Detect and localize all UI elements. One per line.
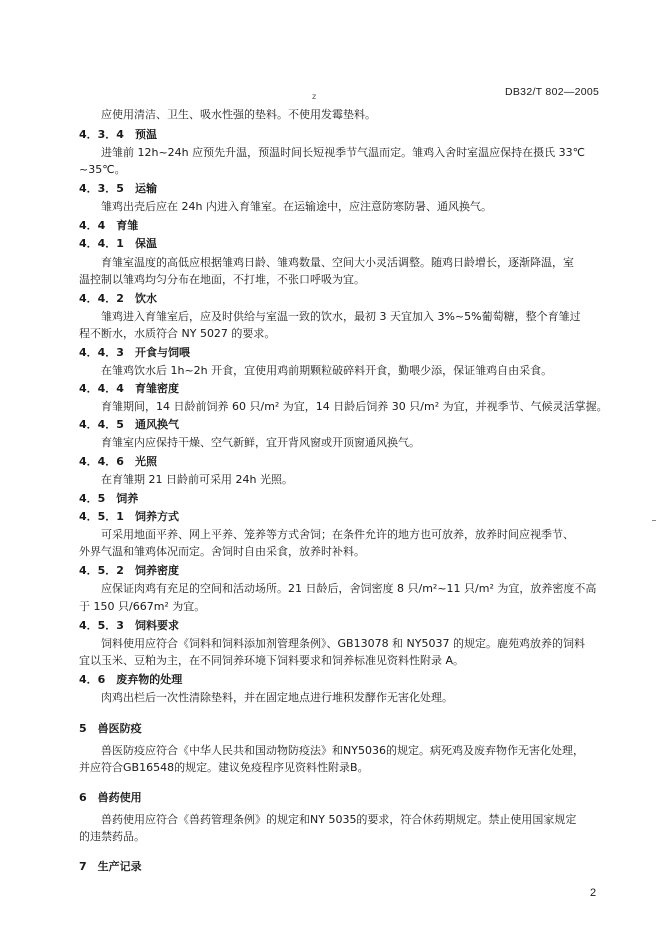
paragraph-line: 应保证肉鸡有充足的空间和活动场所。21 日龄后，舍饲密度 8 只/m²~11 只/m² 为宜，放养密度不高 — [101, 582, 597, 595]
clause-heading-4-5-2: 4．5．2 饲养密度 — [79, 564, 179, 577]
page-number: 2 — [590, 887, 597, 899]
scan-edge-mark — [652, 520, 656, 521]
clause-heading-4-4: 4．4 育雏 — [79, 219, 139, 232]
paragraph-line: 雏鸡出壳后应在 24h 内进入育雏室。在运输途中，应注意防寒防暑、通风换气。 — [101, 200, 492, 213]
paragraph-line: 育雏期间，14 日龄前饲养 60 只/m² 为宜，14 日龄后饲养 30 只/m² 为宜，并视季节、气候灵活掌握。 — [101, 400, 608, 413]
clause-heading-4-5-1: 4．5．1 饲养方式 — [79, 510, 179, 523]
clause-heading-4-5-3: 4．5．3 饲料要求 — [79, 619, 179, 632]
paragraph-line: 饲料使用应符合《饲料和饲料添加剂管理条例》、GB13078 和 NY5037 的规定。鹿苑鸡放养的饲料 — [101, 637, 585, 650]
paragraph-line: 的违禁药品。 — [79, 830, 145, 843]
paragraph-line: 可采用地面平养、网上平养、笼养等方式舍饲；在条件允许的地方也可放养，放养时间应视季节、 — [101, 528, 574, 541]
clause-heading-4-4-3: 4．4．3 开食与饲喂 — [79, 346, 190, 359]
clause-heading-4-6: 4．6 废弃物的处理 — [79, 673, 183, 686]
paragraph-line: 肉鸡出栏后一次性清除垫料，并在固定地点进行堆积发酵作无害化处理。 — [101, 691, 453, 704]
paragraph-line: 进雏前 12h~24h 应预先升温，预温时间长短视季节气温而定。雏鸡入舍时室温应保持在摄氏 33℃ — [101, 146, 585, 159]
paragraph-line: 并应符合GB16548的规定。建议免疫程序见资料性附录B。 — [79, 761, 369, 774]
paragraph-line: 程不断水，水质符合 NY 5027 的要求。 — [79, 327, 276, 340]
page-mark: z — [312, 92, 317, 101]
paragraph-line: ~35℃。 — [79, 163, 126, 176]
section-heading-5: 5 兽医防疫 — [79, 722, 142, 735]
paragraph-line: 于 150 只/667m² 为宜。 — [79, 600, 206, 613]
paragraph-line: 兽医防疫应符合《中华人民共和国动物防疫法》和NY5036的规定。病死鸡及废弃物作无害化处理， — [101, 744, 584, 757]
clause-heading-4-4-2: 4．4．2 饮水 — [79, 292, 157, 305]
paragraph-line: 雏鸡进入育雏室后，应及时供给与室温一致的饮水，最初 3 天宜加入 3%~5%葡萄糖，整个育雏过 — [101, 310, 581, 323]
paragraph-line: 在雏鸡饮水后 1h~2h 开食，宜使用鸡前期颗粒破碎料开食，勤喂少添，保证雏鸡自由采食。 — [101, 364, 553, 377]
paragraph-line: 宜以玉米、豆粕为主，在不同饲养环境下饲料要求和饲养标准见资料性附录 A。 — [79, 654, 465, 667]
clause-heading-4-4-6: 4．4．6 光照 — [79, 455, 157, 468]
clause-heading-4-4-5: 4．4．5 通风换气 — [79, 418, 179, 431]
section-heading-7: 7 生产记录 — [79, 860, 142, 873]
paragraph-line: 应使用清洁、卫生、吸水性强的垫料。不使用发霉垫料。 — [101, 108, 376, 121]
paragraph-line: 在育雏期 21 日龄前可采用 24h 光照。 — [101, 473, 293, 486]
paragraph-line: 外界气温和雏鸡体况而定。舍饲时自由采食，放养时补料。 — [79, 545, 365, 558]
clause-heading-4-4-1: 4．4．1 保温 — [79, 237, 157, 250]
clause-heading-4-3-4: 4．3．4 预温 — [79, 128, 157, 141]
clause-heading-4-5: 4．5 饲养 — [79, 492, 139, 505]
paragraph-line: 育雏室内应保持干燥、空气新鲜，宜开背风窗或开顶窗通风换气。 — [101, 436, 420, 449]
clause-heading-4-4-4: 4．4．4 育雏密度 — [79, 382, 179, 395]
standard-code: DB32/T 802—2005 — [505, 86, 600, 98]
paragraph-line: 兽药使用应符合《兽药管理条例》的规定和NY 5035的要求，符合休药期规定。禁止使用国家规定 — [101, 813, 577, 826]
paragraph-line: 育雏室温度的高低应根据雏鸡日龄、雏鸡数量、空间大小灵活调整。随鸡日龄增长，逐渐降温，室 — [101, 256, 574, 269]
clause-heading-4-3-5: 4．3．5 运输 — [79, 182, 157, 195]
paragraph-line: 温控制以雏鸡均匀分布在地面，不打堆，不张口呼吸为宜。 — [79, 273, 365, 286]
section-heading-6: 6 兽药使用 — [79, 791, 142, 804]
